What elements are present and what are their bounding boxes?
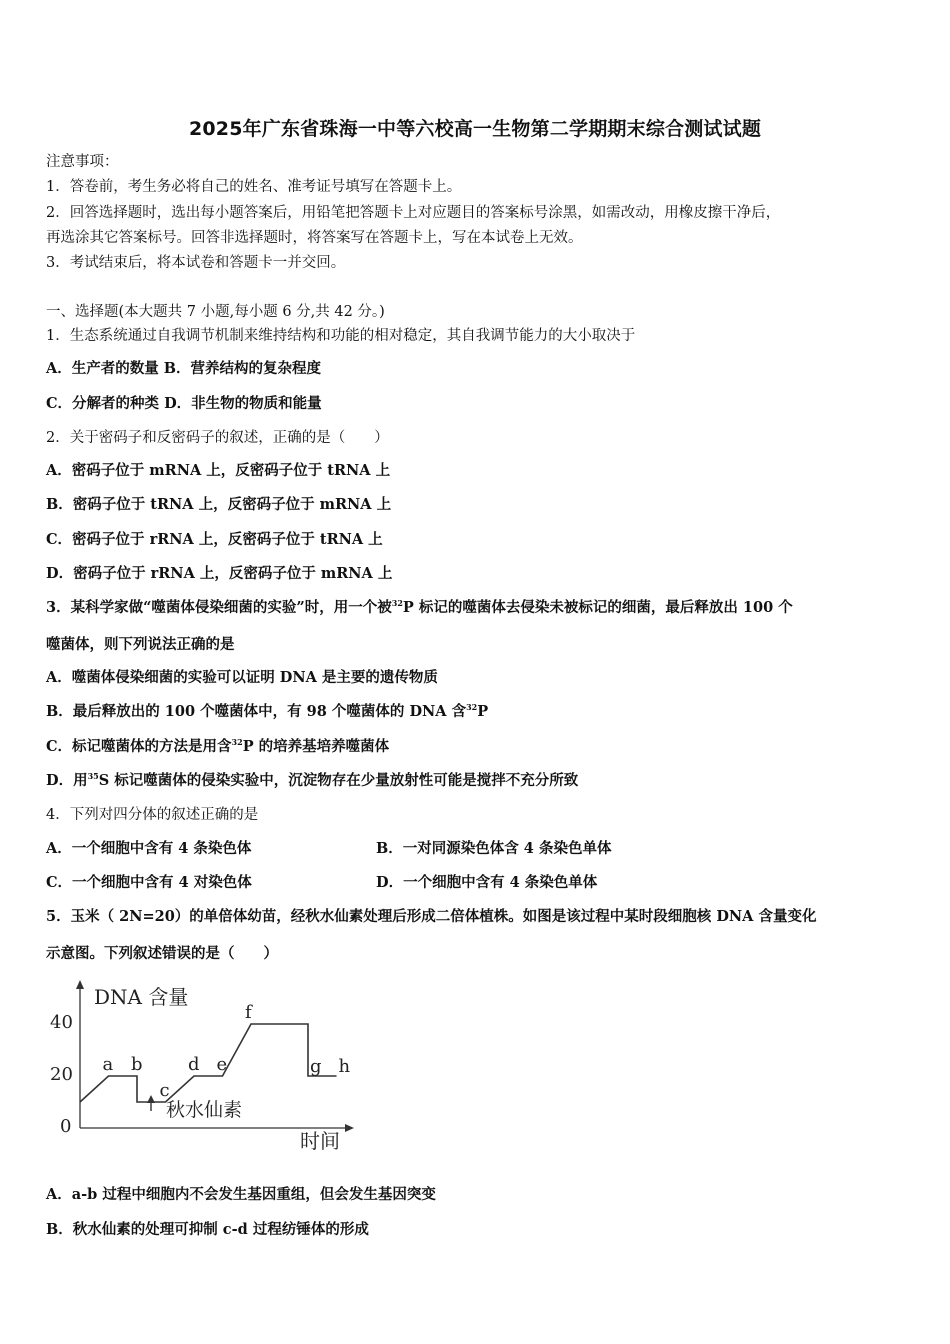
question-1-options-ab: A．生产者的数量 B．营养结构的复杂程度 [46, 360, 322, 377]
notice-item: 3．考试结束后，将本试卷和答题卡一并交回。 [46, 255, 346, 271]
page-title: 2025年广东省珠海一中等六校高一生物第二学期期末综合测试试题 [188, 118, 762, 140]
colchicine-label: 秋水仙素 [166, 1099, 243, 1121]
question-3-option-d: D．用$^{35}$S 标记噬菌体的侵染实验中，沉淀物存在少量放射性可能是搅拌不充分所致 [46, 771, 579, 789]
section-heading: 一、选择题(本大题共 7 小题,每小题 6 分,共 42 分。) [46, 304, 385, 320]
x-axis-arrow [345, 1124, 354, 1132]
question-3-option-a: A．噬菌体侵染细菌的实验可以证明 DNA 是主要的遗传物质 [46, 669, 438, 686]
y-tick-label: 0 [60, 1116, 72, 1137]
notice-item: 再选涂其它答案标号。回答非选择题时，将答案写在答题卡上，写在本试卷上无效。 [46, 230, 583, 246]
question-4-options-ab: A．一个细胞中含有 4 条染色体 B．一对同源染色体含 4 条染色单体 [46, 840, 612, 857]
point-label-b: b [131, 1054, 143, 1075]
colchicine-arrow [147, 1095, 155, 1111]
question-2-stem: 2．关于密码子和反密码子的叙述，正确的是（ ） [46, 430, 389, 446]
question-5-option-b: B．秋水仙素的处理可抑制 c-d 过程纺锤体的形成 [46, 1221, 369, 1238]
y-tick-label: 40 [50, 1012, 73, 1033]
notice-item: 1．答卷前，考生务必将自己的姓名、准考证号填写在答题卡上。 [46, 179, 462, 195]
question-3-option-c: C．标记噬菌体的方法是用含$^{32}$P 的培养基培养噬菌体 [46, 737, 390, 755]
dna-content-chart [40, 980, 370, 1160]
point-label-f: f [245, 1002, 252, 1023]
question-3-stem: 3．某科学家做“噬菌体侵染细菌的实验”时，用一个被$^{32}$P 标记的噬菌体去侵染未被标记的细菌，最后释放出 100 个 [46, 598, 793, 616]
question-1-options-cd: C．分解者的种类 D．非生物的物质和能量 [46, 395, 322, 412]
question-2-option-b: B．密码子位于 tRNA 上，反密码子位于 mRNA 上 [46, 496, 392, 513]
notice-heading: 注意事项： [46, 154, 119, 170]
question-5-stem-cont: 示意图。下列叙述错误的是（ ） [46, 945, 278, 962]
y-axis-arrow [76, 980, 84, 989]
question-2-option-a: A．密码子位于 mRNA 上，反密码子位于 tRNA 上 [46, 462, 391, 479]
point-label-c: c [159, 1080, 170, 1101]
question-3-stem-cont: 噬菌体，则下列说法正确的是 [46, 636, 235, 653]
point-label-h: h [338, 1056, 351, 1077]
point-label-e: e [216, 1054, 228, 1075]
question-5-option-a: A．a-b 过程中细胞内不会发生基因重组，但会发生基因突变 [46, 1186, 436, 1203]
question-2-option-c: C．密码子位于 rRNA 上，反密码子位于 tRNA 上 [46, 531, 383, 548]
question-5-stem: 5．玉米（ 2N=20）的单倍体幼苗，经秋水仙素处理后形成二倍体植株。如图是该过程中某时段细胞核 DNA 含量变化 [46, 908, 817, 925]
x-axis-label: 时间 [300, 1129, 340, 1153]
question-3-option-b: B．最后释放出的 100 个噬菌体中，有 98 个噬菌体的 DNA 含$^{32}$P [46, 702, 489, 720]
point-label-g: g [310, 1056, 322, 1077]
y-tick-label: 20 [50, 1064, 73, 1085]
question-4-options-cd: C．一个细胞中含有 4 对染色体 D．一个细胞中含有 4 条染色单体 [46, 874, 598, 891]
point-label-a: a [102, 1054, 114, 1075]
y-axis-label: DNA 含量 [94, 985, 189, 1009]
point-labels [103, 1002, 351, 1101]
question-4-stem: 4．下列对四分体的叙述正确的是 [46, 807, 259, 823]
question-2-option-d: D．密码子位于 rRNA 上，反密码子位于 mRNA 上 [46, 565, 393, 582]
point-label-d: d [188, 1054, 200, 1075]
notice-item: 2．回答选择题时，选出每小题答案后，用铅笔把答题卡上对应题目的答案标号涂黑，如需改动，用橡皮擦干净后， [46, 205, 781, 221]
question-1-stem: 1．生态系统通过自我调节机制来维持结构和功能的相对稳定，其自我调节能力的大小取决于 [46, 328, 636, 344]
dna-series-line [80, 1024, 337, 1102]
